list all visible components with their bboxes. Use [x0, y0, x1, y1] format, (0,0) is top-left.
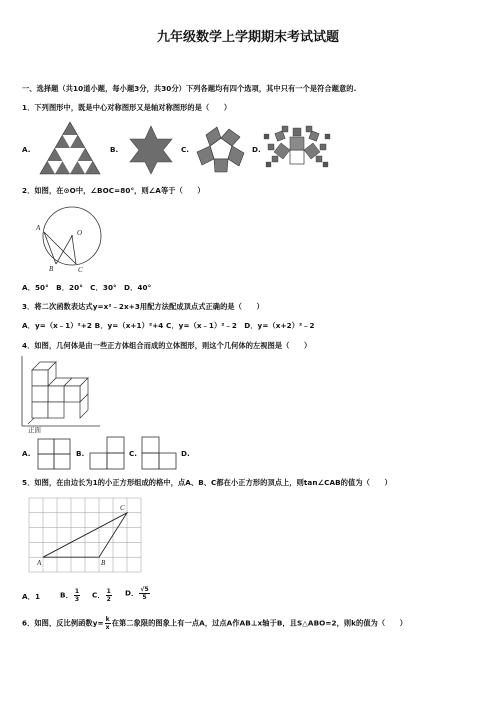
q2-options: A．50° B．20° C．30° D．40° [22, 283, 152, 292]
q5-option-d [125, 586, 151, 601]
q5-grid-figure [28, 497, 142, 573]
q2-point-a-label: A [36, 224, 41, 232]
q5-point-c-label: C [120, 504, 125, 512]
q1-option-a-label: A. [22, 145, 31, 154]
q4-option-b-view [89, 436, 125, 470]
q1-pythagoras-tree-figure [262, 120, 332, 176]
q3-options: A．y=（x﹣1）²+2 B．y=（x+1）²+4 C．y=（x﹣1）²﹣2 D．y=（x+2）²﹣2 [22, 321, 315, 330]
q5-option-c-label: C． [92, 590, 105, 600]
q5-option-d-fraction: $\frac{√5}{5}$ [140, 586, 149, 601]
q4-stem: 4．如图，几何体是由一些正方体组合而成的立体图形，则这个几何体的左视图是（ ） [22, 341, 312, 350]
q5-option-c-fraction: $\frac{1}{2}$ [106, 588, 111, 603]
q5-option-c [92, 588, 113, 603]
q6-k-over-x-fraction: $\frac{k}{x}$ [105, 616, 110, 631]
q1-option-b-label: B. [110, 145, 119, 154]
q5-option-a: A．1 [22, 592, 41, 601]
q5-option-b-label: B． [60, 590, 73, 600]
q6-stem-start: 6．如图，反比例函数y= [22, 618, 104, 628]
q2-stem: 2．如图，在⊙O中，∠BOC=80°，则∠A等于（ ） [22, 186, 205, 195]
q4-option-a-view [37, 438, 71, 470]
q2-point-b-label: B [49, 265, 54, 273]
q4-front-label: 正面 [28, 426, 41, 434]
q5-stem: 5．如图，在由边长为1的小正方形组成的格中，点A、B、C都在小正方形的顶点上，则tan∠CAB的值为（ ） [22, 478, 392, 487]
q4-option-c-view [141, 436, 177, 470]
q2-point-c-label: C [78, 266, 83, 274]
q5-point-a-label: A [37, 559, 42, 567]
q4-option-d-label: D. [181, 449, 190, 458]
q6-stem [22, 616, 407, 631]
q5-option-b-fraction: $\frac{1}{3}$ [74, 588, 80, 603]
q1-stem: 1．下列图形中，既是中心对称图形又是轴对称图形的是（ ） [22, 103, 232, 112]
q4-cube-solid-figure [20, 356, 102, 432]
q3-stem: 3．将二次函数表达式y=x²﹣2x+3用配方法配成顶点式正确的是（ ） [22, 302, 264, 311]
q4-option-b-label: B. [76, 449, 85, 458]
section-heading: 一、选择题（共10道小题，每小题3分，共30分）下列各题均有四个选项，其中只有一个是符合题意的. [22, 84, 357, 93]
q1-option-c-label: C. [181, 145, 190, 154]
q1-sierpinski-triangle-figure [40, 122, 100, 174]
q2-point-o-label: O [77, 229, 83, 237]
q1-six-point-star-figure [125, 124, 177, 176]
page-title: 九年级数学上学期期末考试试题 [156, 30, 339, 45]
q4-option-c-label: C. [129, 449, 138, 458]
q2-circle-figure [22, 204, 104, 276]
q1-option-d-label: D. [252, 145, 261, 154]
q5-option-b [60, 588, 81, 603]
q6-stem-end: 在第二象限的图象上有一点A，过点A作AB⊥x轴于B，且S△ABO=2，则k的值为（ ） [111, 618, 408, 628]
q1-pentagon-squares-figure [193, 122, 249, 178]
q5-point-b-label: B [101, 559, 106, 567]
q5-option-d-label: D． [125, 588, 139, 598]
q4-option-a-label: A. [22, 449, 31, 458]
